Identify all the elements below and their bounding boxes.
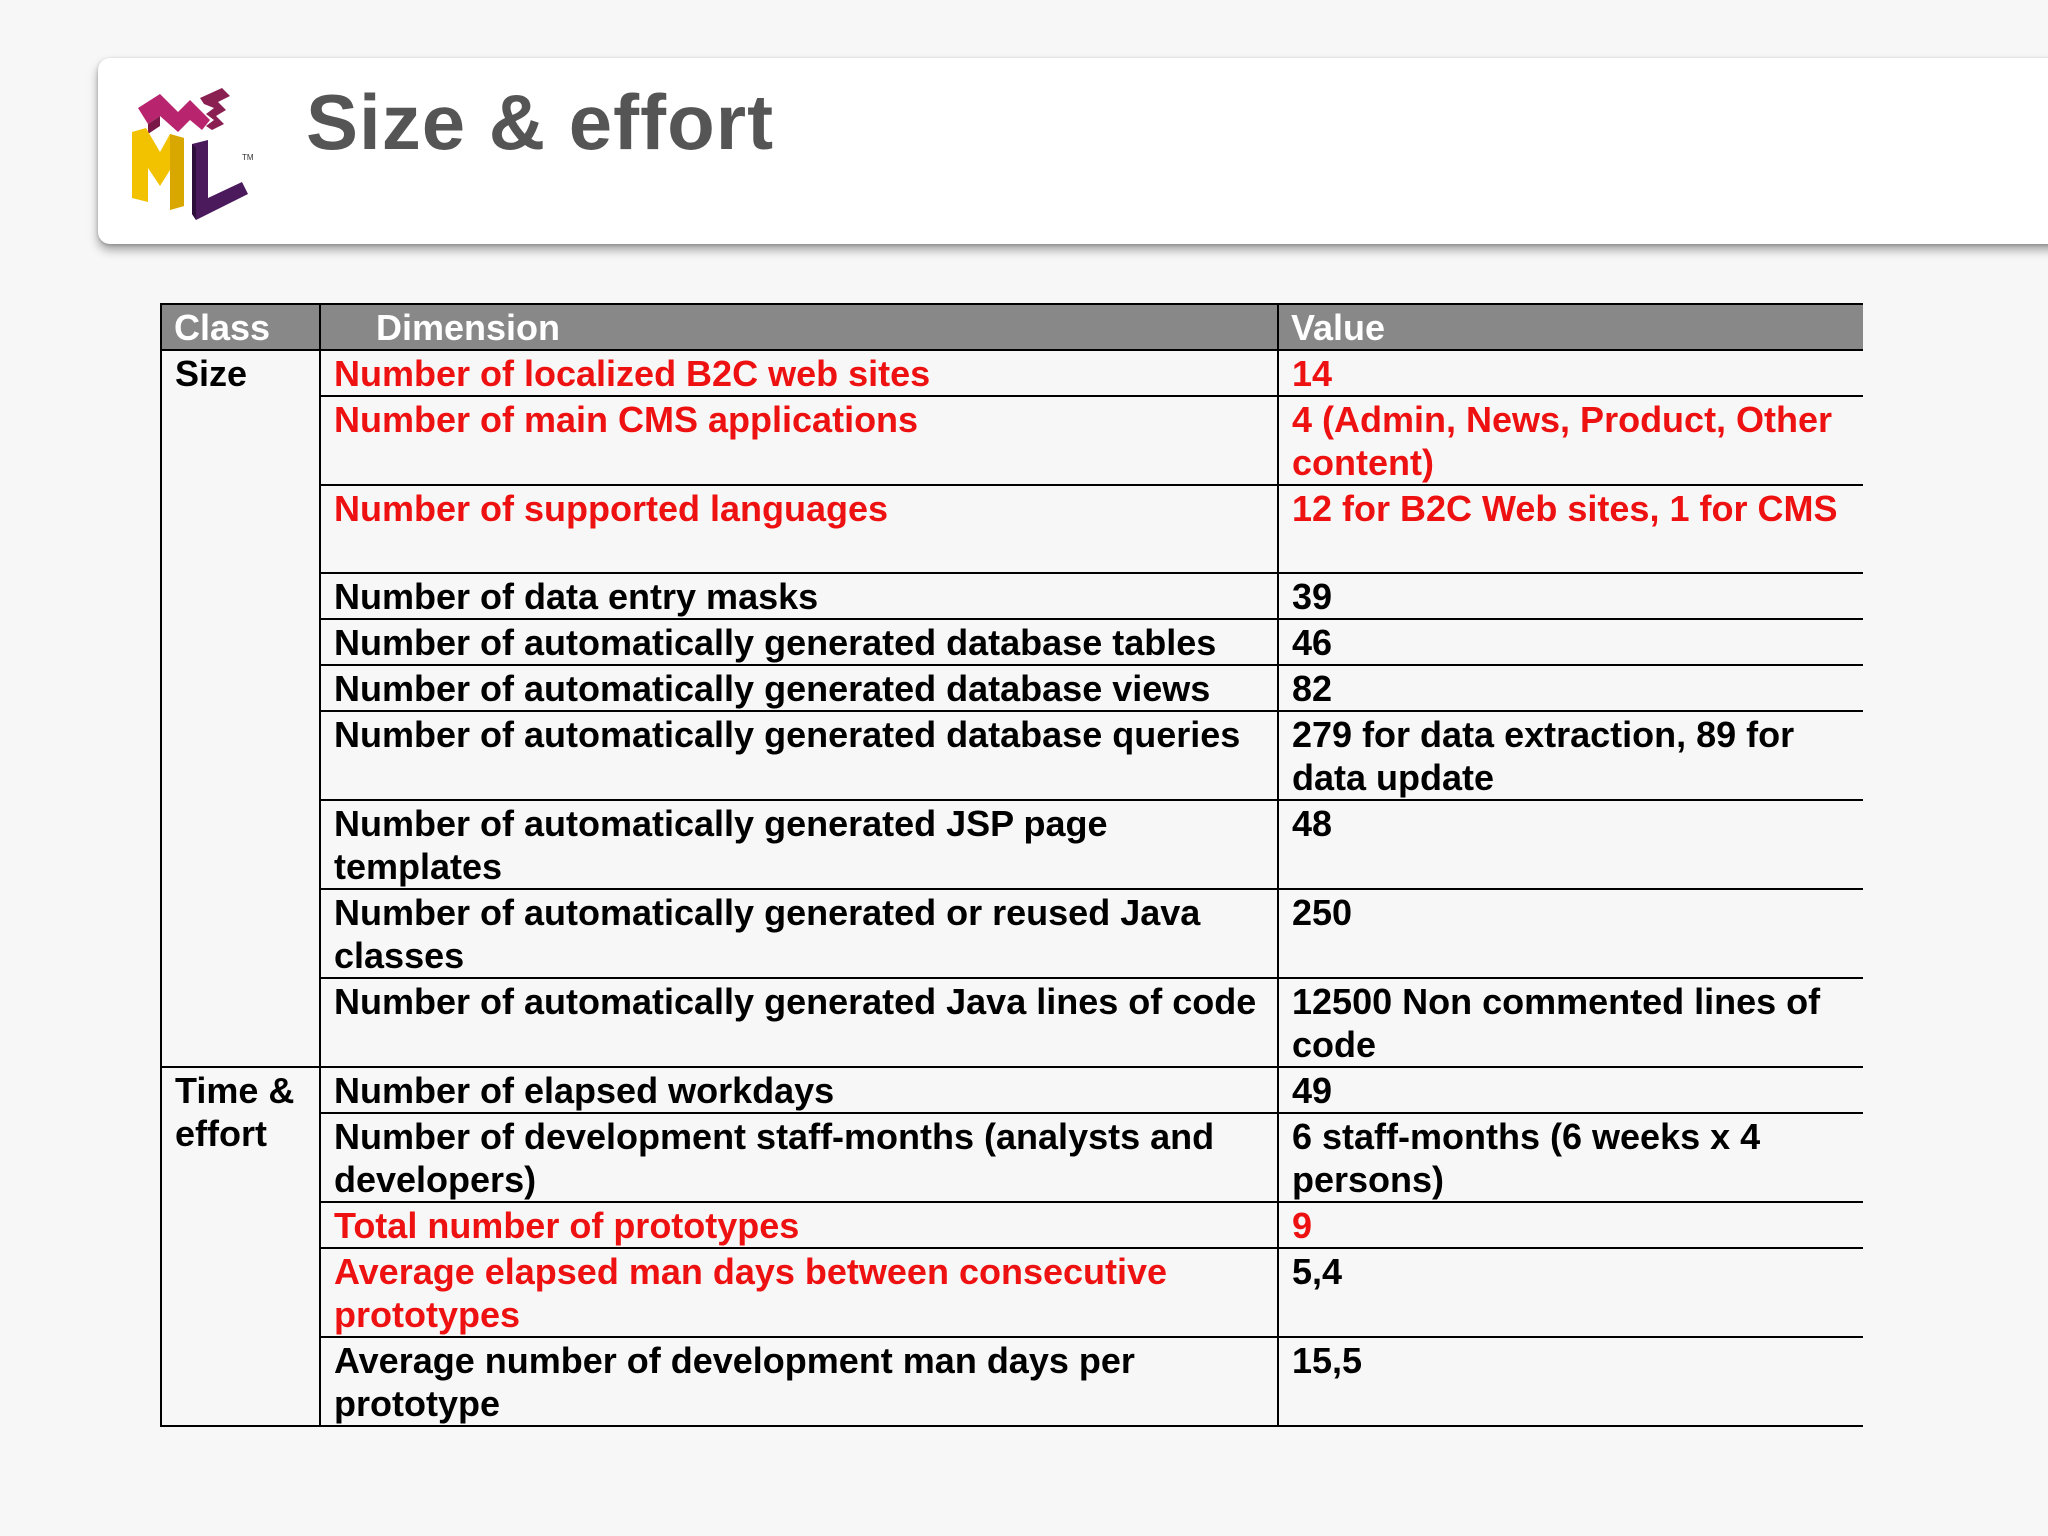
table-row (161, 1337, 1863, 1426)
dimension-cell: Number of localized B2C web sites (320, 350, 1278, 396)
table-body (161, 350, 1863, 1426)
dimension-cell: Number of data entry masks (320, 573, 1278, 619)
table-row (161, 619, 1863, 665)
value-cell: 4 (Admin, News, Product, Other content) (1278, 396, 1863, 485)
dimension-cell: Number of supported languages (320, 485, 1278, 573)
value-cell: 46 (1278, 619, 1863, 665)
value-cell: 279 for data extraction, 89 for data update (1278, 711, 1863, 800)
dimension-cell: Number of automatically generated database views (320, 665, 1278, 711)
table-row (161, 665, 1863, 711)
value-cell: 39 (1278, 573, 1863, 619)
table-row (161, 1202, 1863, 1248)
table-row (161, 1113, 1863, 1202)
value-cell: 82 (1278, 665, 1863, 711)
dimension-cell: Average number of development man days per prototype (320, 1337, 1278, 1426)
value-cell: 14 (1278, 350, 1863, 396)
dimension-cell: Average elapsed man days between consecutive prototypes (320, 1248, 1278, 1337)
value-cell: 49 (1278, 1067, 1863, 1113)
size-effort-table-wrap (160, 303, 1862, 1427)
value-cell: 9 (1278, 1202, 1863, 1248)
table-row (161, 1248, 1863, 1337)
dimension-cell: Number of automatically generated JSP page templates (320, 800, 1278, 889)
table-row (161, 396, 1863, 485)
table-row (161, 573, 1863, 619)
table-row (161, 800, 1863, 889)
value-cell: 15,5 (1278, 1337, 1863, 1426)
table-row (161, 711, 1863, 800)
dimension-cell: Number of automatically generated or reused Java classes (320, 889, 1278, 978)
table-row (161, 1067, 1863, 1113)
dimension-cell: Total number of prototypes (320, 1202, 1278, 1248)
header-dimension: Dimension (320, 304, 1278, 350)
trademark-mark: TM (242, 153, 254, 162)
dimension-cell: Number of automatically generated database tables (320, 619, 1278, 665)
value-cell: 12500 Non commented lines of code (1278, 978, 1863, 1067)
dimension-cell: Number of automatically generated Java lines of code (320, 978, 1278, 1067)
table-row (161, 978, 1863, 1067)
dimension-cell: Number of main CMS applications (320, 396, 1278, 485)
slide-title: Size & effort (306, 78, 775, 166)
table-header-row (161, 304, 1863, 350)
class-cell: Size (161, 350, 320, 1067)
table-row (161, 889, 1863, 978)
class-cell: Time & effort (161, 1067, 320, 1426)
value-cell: 6 staff-months (6 weeks x 4 persons) (1278, 1113, 1863, 1202)
webml-logo (130, 86, 260, 222)
header-class: Class (161, 304, 320, 350)
table-row (161, 350, 1863, 396)
header-value: Value (1278, 304, 1863, 350)
size-effort-table (160, 303, 1863, 1427)
value-cell: 48 (1278, 800, 1863, 889)
table-row (161, 485, 1863, 573)
value-cell: 5,4 (1278, 1248, 1863, 1337)
value-cell: 12 for B2C Web sites, 1 for CMS (1278, 485, 1863, 573)
dimension-cell: Number of elapsed workdays (320, 1067, 1278, 1113)
value-cell: 250 (1278, 889, 1863, 978)
dimension-cell: Number of development staff-months (analysts and developers) (320, 1113, 1278, 1202)
dimension-cell: Number of automatically generated database queries (320, 711, 1278, 800)
